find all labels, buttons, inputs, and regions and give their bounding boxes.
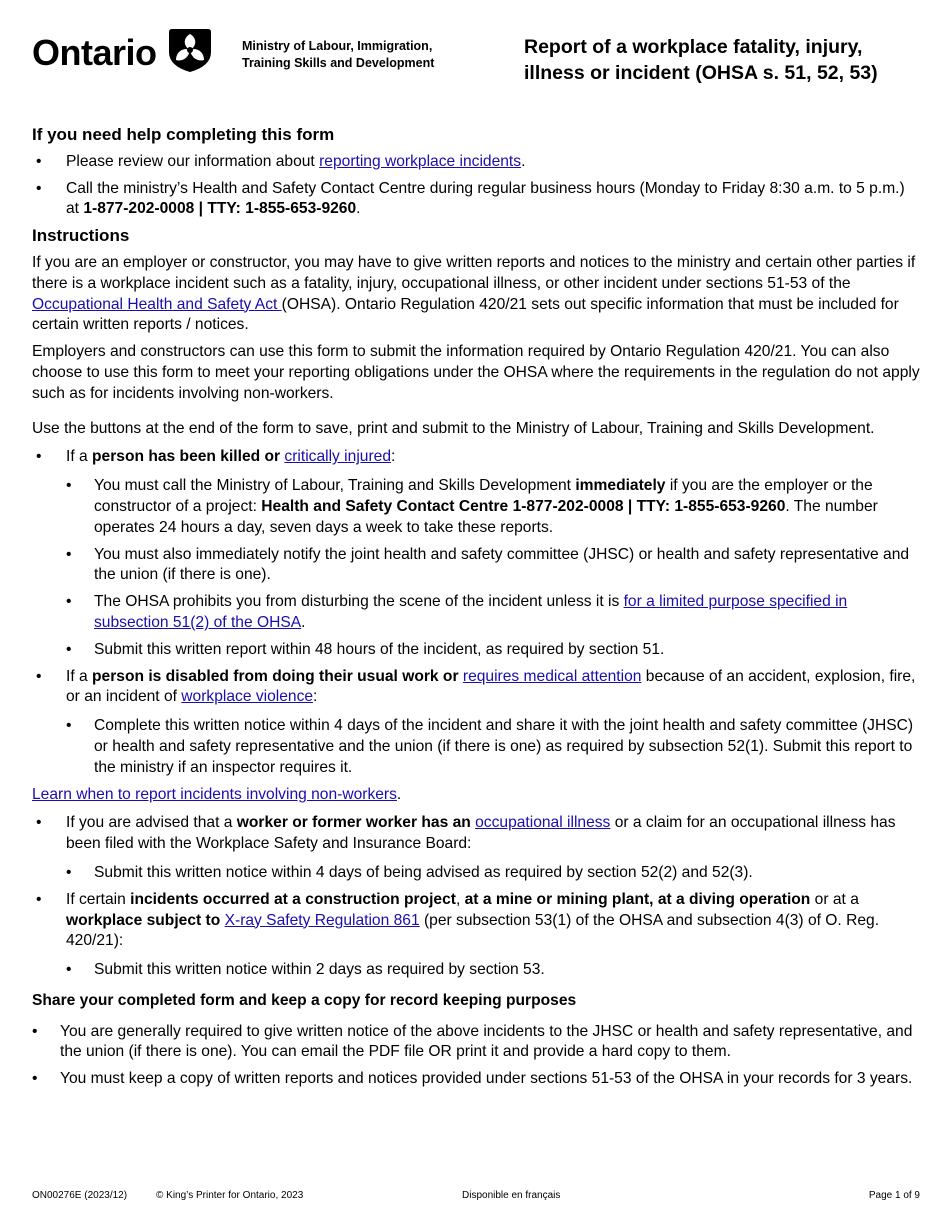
instructions-heading: Instructions [32, 226, 130, 246]
form-title: Report of a workplace fatality, injury, illness or incident (OHSA s. 51, 52, 53) [524, 36, 878, 84]
disabled-subbullet: • Complete this written notice within 4 days of the incident and share it with the joint health and safety committee (JHSC) or health and safety representative and the union (if there is one) as required by subsection 52(1). Submit this report to the ministry if an inspector requires it. [66, 716, 920, 778]
instructions-paragraph-3: Use the buttons at the end of the form to save, print and submit to the Ministry of Labour, Training and Skills Development. [32, 419, 875, 437]
workplace-violence-link[interactable]: workplace violence [181, 688, 314, 706]
page-number: Page 1 of 9 [868, 1190, 920, 1201]
help-bullet-call: • Call the ministry’s Health and Safety Contact Centre during regular business hours (Monday to Friday 8:30 a.m. to 5 p.m.) at 1-877-202-0008 | TTY: 1-855-653-9260. [32, 179, 920, 221]
help-bullet-review: • Please review our information about reporting workplace incidents. [32, 152, 920, 173]
construction-bullet: • If certain incidents occurred at a construction project, at a mine or mining plant, at a diving operation or at a workplace subject to X-ray Safety Regulation 861 (per subsection 53(1) of the OHSA and subsection 4(3) of O. Reg. 420/21): • Submit this written notice within 2 days as required by section 53. [32, 890, 920, 981]
construction-subbullet: • Submit this written notice within 2 days as required by section 53. [66, 960, 920, 981]
limited-purpose-link[interactable]: for a limited purpose specified in subsection 51(2) of the OHSA [94, 593, 848, 631]
copyright: © King’s Printer for Ontario, 2023 [156, 1190, 304, 1201]
non-workers-link[interactable]: Learn when to report incidents involving non-workers [32, 785, 397, 803]
incident-list-2 [32, 813, 920, 981]
form-content [32, 125, 920, 1096]
help-list [32, 152, 920, 220]
french-availability: Disponible en français [462, 1190, 561, 1201]
killed-subbullet-call: • You must call the Ministry of Labour, Training and Skills Development immediately if you are the employer or the constructor of a project: Health and Safety Contact Centre 1-877-202-0008 | TTY: 1-855-653-9260. The number operates 24 hours a day, seven days a week to take these reports. [66, 476, 920, 538]
instructions-paragraph-2: Employers and constructors can use this form to submit the information required by Ontario Regulation 420/21. You can also choose to use this form to meet your reporting obligations under the OHSA where the requirements in the regulation do not apply such as for incidents involving non-workers. [32, 343, 920, 402]
reporting-incidents-link[interactable]: reporting workplace incidents [319, 152, 522, 170]
ontario-logo-text: Ontario [32, 32, 157, 73]
ministry-name: Ministry of Labour, Immigration, Training Skills and Development [242, 39, 435, 70]
killed-subbullet-scene: • The OHSA prohibits you from disturbing the scene of the incident unless it is for a limited purpose specified in subsection 51(2) of the OHSA. [66, 592, 920, 634]
share-list [32, 1022, 920, 1090]
xray-regulation-link[interactable]: X-ray Safety Regulation 861 [224, 911, 420, 929]
form-id: ON00276E (2023/12) [32, 1190, 128, 1201]
illness-bullet: • If you are advised that a worker or former worker has an occupational illness or a claim for an occupational illness has been filed with the Workplace Safety and Insurance Board: • Submit this written notice within 4 days of being advised as required by section 52(2) and 52(3). [32, 813, 920, 883]
occupational-illness-link[interactable]: occupational illness [475, 814, 611, 832]
medical-attention-link[interactable]: requires medical attention [462, 667, 642, 685]
illness-subbullet: • Submit this written notice within 4 days of being advised as required by section 52(2) and 52(3). [66, 863, 920, 884]
contact-phone: 1-877-202-0008 [83, 200, 195, 218]
disabled-bullet: • If a person is disabled from doing their usual work or requires medical attention because of an accident, explosion, fire, or an incident of workplace violence: • Complete this written notice within 4 days of the incident and share it with the joint health and safety committee (JHSC) or health and safety representative and the union (if there is one) as required by subsection 52(1). Submit this report to the ministry if an inspector requires it. [32, 667, 920, 779]
ontario-trillium-logo-icon [166, 26, 214, 74]
share-heading: Share your completed form and keep a copy for record keeping purposes [32, 991, 577, 1009]
killed-subbullet-notify: • You must also immediately notify the joint health and safety committee (JHSC) or health and safety representative and the union (if there is one). [66, 545, 920, 587]
contact-tty: TTY: 1-855-653-9260 [207, 200, 357, 218]
killed-subbullet-submit: • Submit this written report within 48 hours of the incident, as required by section 51. [66, 640, 920, 661]
critically-injured-link[interactable]: critically injured [284, 448, 391, 466]
killed-bullet: • If a person has been killed or critically injured: • You must call the Ministry of Labour, Training and Skills Development immediately if you are the employer or the constructor of a project: Health and Safety Contact Centre 1-877-202-0008 | TTY: 1-855-653-9260. The number operates 24 hours a day, seven days a week to take these reports. • You must also immediately notify the joint health and safety committee (JHSC) or health and safety representative and the union (if there is one). • The OHSA prohibits you from disturbing the scene of the incident unless it is for a limited purpose specified in subsection 51(2) of the OHSA. • Submit this written report within 48 hours of the incident, as required by section 51. [32, 447, 920, 660]
non-workers-line: Learn when to report incidents involving non-workers. [32, 785, 402, 803]
incident-list-1 [32, 447, 920, 778]
ohsa-link[interactable]: Occupational Health and Safety Act [32, 295, 282, 313]
page-header [32, 22, 922, 102]
share-bullet-records: • You must keep a copy of written reports and notices provided under sections 51-53 of the OHSA in your records for 3 years. [32, 1069, 920, 1090]
help-heading: If you need help completing this form [32, 125, 335, 144]
instructions-paragraph-1: If you are an employer or constructor, you may have to give written reports and notices to the ministry and certain other parties if there is a workplace incident such as a fatality, injury, occupational illness, or other incident under sections 51-53 of the Occupational Health and Safety Act (OHSA). Ontario Regulation 420/21 sets out specific information that must be included for certain written reports / notices. [32, 253, 916, 334]
share-bullet-notice: • You are generally required to give written notice of the above incidents to the JHSC or health and safety representative, and the union (if there is one). You can email the PDF file OR print it and provide a hard copy to them. [32, 1022, 920, 1064]
